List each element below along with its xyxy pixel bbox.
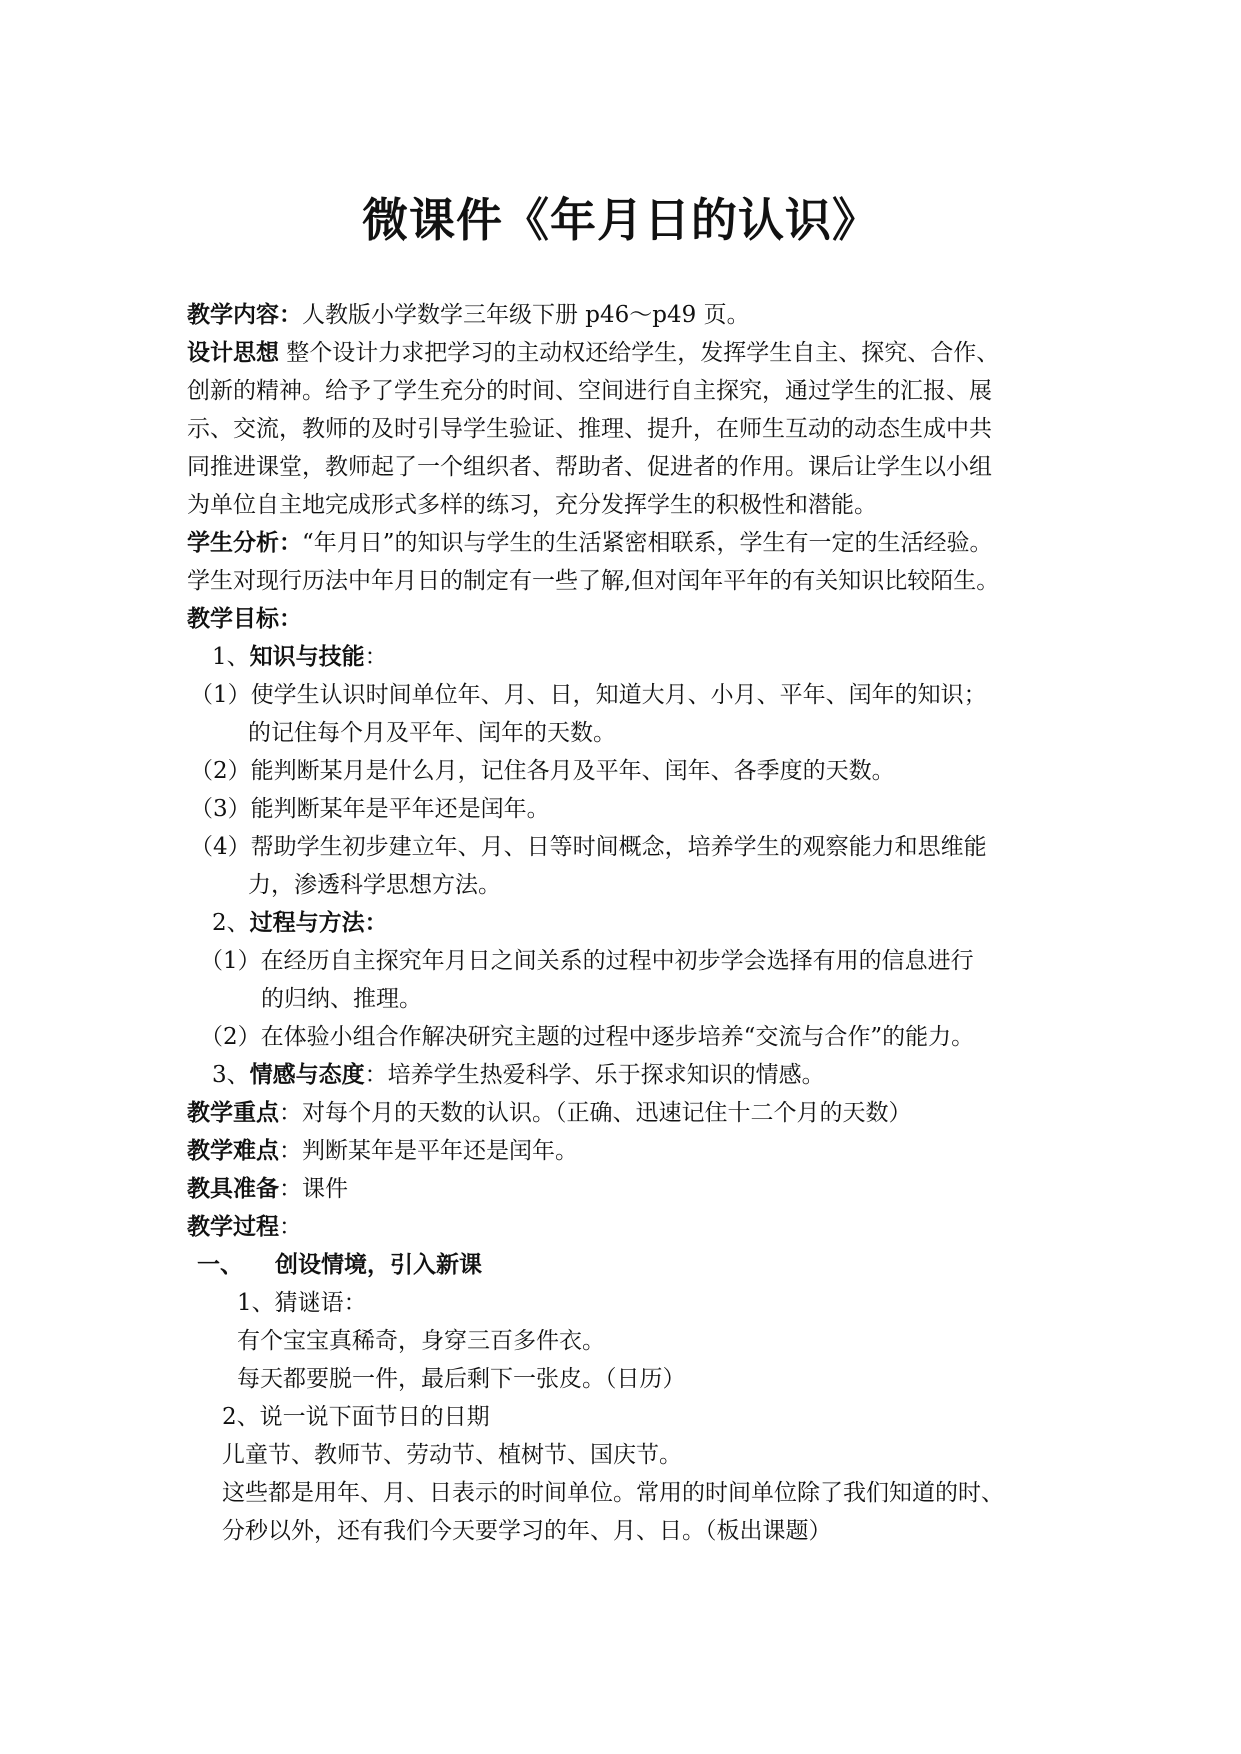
- text-run: 1、: [212, 644, 250, 670]
- text-line-22: [187, 1096, 912, 1130]
- text-line-14: [190, 792, 550, 826]
- text-line-2: [187, 336, 999, 370]
- text-line-24: [187, 1172, 348, 1206]
- text-run: （4）帮助学生初步建立年、月、日等时间概念，培养学生的观察能力和思维能: [190, 834, 987, 860]
- text-line-3: [187, 374, 992, 408]
- text-line-21: [212, 1058, 825, 1092]
- text-line-16: [248, 868, 501, 902]
- text-run: 创新的精神。给予了学生充分的时间、空间进行自主探究，通过学生的汇报、展: [187, 378, 992, 404]
- text-line-6: [187, 488, 877, 522]
- text-line-32: [222, 1476, 1004, 1510]
- text-run: 2、说一说下面节日的日期: [222, 1404, 490, 1430]
- text-run: ：: [364, 644, 388, 670]
- text-run: 示、交流，教师的及时引导学生验证、推理、提升，在师生互动的动态生成中共: [187, 416, 992, 442]
- text-line-10: [212, 640, 388, 674]
- text-line-8: [187, 564, 999, 598]
- text-bold: 学生分析：: [187, 530, 302, 556]
- text-bold: 教学难点: [187, 1138, 279, 1164]
- text-bold: 教具准备: [187, 1176, 279, 1202]
- text-run: 有个宝宝真稀奇，身穿三百多件衣。: [237, 1328, 605, 1354]
- text-run: ：课件: [279, 1176, 348, 1202]
- text-run: 1、猜谜语：: [237, 1290, 367, 1316]
- text-line-7: [187, 526, 993, 560]
- text-line-27: [237, 1286, 367, 1320]
- text-run: （3）能判断某年是平年还是闰年。: [190, 796, 550, 822]
- section-heading: 一、 创设情境，引入新课: [197, 1252, 483, 1278]
- text-line-28: [237, 1324, 605, 1358]
- text-run: 为单位自主地完成形式多样的练习，充分发挥学生的积极性和潜能。: [187, 492, 877, 518]
- text-line-1: [187, 298, 750, 332]
- text-run: （2）在体验小组合作解决研究主题的过程中逐步培养“交流与合作”的能力。: [200, 1024, 975, 1050]
- text-line-9: [187, 602, 302, 636]
- text-run: 同推进课堂，教师起了一个组织者、帮助者、促进者的作用。课后让学生以小组: [187, 454, 992, 480]
- text-run: ：: [279, 1214, 302, 1240]
- text-run: （1）在经历自主探究年月日之间关系的过程中初步学会选择有用的信息进行: [200, 948, 974, 974]
- text-bold: 教学内容：: [187, 302, 302, 328]
- text-bold: 情感与态度: [249, 1062, 365, 1088]
- text-bold: 教学重点: [187, 1100, 279, 1126]
- text-run: 的归纳、推理。: [261, 986, 422, 1012]
- text-line-19: [261, 982, 422, 1016]
- text-bold: 设计思想: [187, 340, 279, 366]
- text-run: ：对每个月的天数的认识。（正确、迅速记住十二个月的天数）: [279, 1100, 912, 1126]
- text-run: 儿童节、教师节、劳动节、植树节、国庆节。: [222, 1442, 682, 1468]
- text-line-12: [248, 716, 616, 750]
- text-run: 整个设计力求把学习的主动权还给学生，发挥学生自主、探究、合作、: [279, 340, 1000, 366]
- text-line-25: [187, 1210, 302, 1244]
- text-run: 分秒以外，还有我们今天要学习的年、月、日。（板出课题）: [222, 1518, 832, 1544]
- text-run: 学生对现行历法中年月日的制定有一些了解,但对闰年平年的有关知识比较陌生。: [187, 568, 1000, 594]
- text-run: 3、: [212, 1062, 250, 1088]
- text-line-33: [222, 1514, 832, 1548]
- text-line-20: [200, 1020, 974, 1054]
- text-run: 的记住每个月及平年、闰年的天数。: [248, 720, 616, 746]
- text-line-13: [190, 754, 895, 788]
- text-bold: 教学过程: [187, 1214, 279, 1240]
- text-bold: 教学目标：: [187, 606, 302, 632]
- text-run: （1）使学生认识时间单位年、月、日，知道大月、小月、平年、闰年的知识；: [190, 682, 987, 708]
- text-run: （2）能判断某月是什么月，记住各月及平年、闰年、各季度的天数。: [190, 758, 895, 784]
- text-line-17: [212, 906, 388, 940]
- text-line-11: [190, 678, 987, 712]
- text-run: “年月日”的知识与学生的生活紧密相联系，学生有一定的生活经验。: [302, 530, 993, 556]
- text-bold: 知识与技能: [249, 644, 365, 670]
- text-run: 2、: [212, 910, 250, 936]
- text-line-26: [197, 1248, 482, 1282]
- text-line-31: [222, 1438, 682, 1472]
- text-line-29: [237, 1362, 686, 1396]
- text-run: 这些都是用年、月、日表示的时间单位。常用的时间单位除了我们知道的时、: [222, 1480, 1004, 1506]
- text-line-5: [187, 450, 992, 484]
- text-line-4: [187, 412, 992, 446]
- text-line-18: [200, 944, 974, 978]
- text-bold: 过程与方法：: [249, 910, 388, 936]
- text-line-23: [187, 1134, 578, 1168]
- text-line-30: [222, 1400, 490, 1434]
- text-line-15: [190, 830, 987, 864]
- text-run: ：培养学生热爱科学、乐于探求知识的情感。: [364, 1062, 825, 1088]
- document-title: 微课件《年月日的认识》: [362, 193, 879, 247]
- text-run: 人教版小学数学三年级下册 p46～p49 页。: [302, 302, 750, 328]
- text-run: ：判断某年是平年还是闰年。: [279, 1138, 578, 1164]
- text-run: 力，渗透科学思想方法。: [248, 872, 501, 898]
- text-run: 每天都要脱一件，最后剩下一张皮。（日历）: [237, 1366, 686, 1392]
